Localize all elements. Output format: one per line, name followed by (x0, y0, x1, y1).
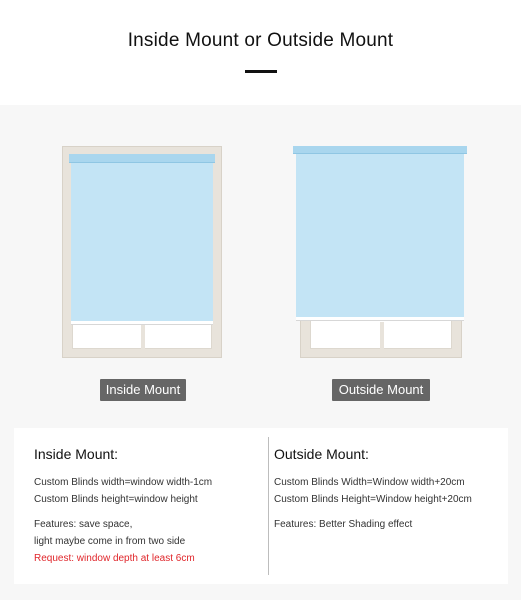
inside-features (34, 516, 264, 533)
features-text: save space, (76, 519, 133, 530)
header (0, 0, 521, 105)
outside-width-rule: Custom Blinds Width=Window width+20cm (274, 477, 465, 488)
features-label: Features: (34, 519, 77, 530)
outside-shade-bottom-rail (296, 317, 464, 321)
page-title: Inside Mount or Outside Mount (127, 30, 394, 51)
outside-roller-shade-fabric (296, 154, 464, 318)
features-label: Features: (274, 519, 317, 530)
features-text: Better Shading effect (316, 519, 413, 530)
inside-request (34, 550, 264, 567)
title-underline (245, 70, 277, 73)
inside-width-rule: Custom Blinds width=window width-1cm (34, 477, 213, 488)
shade-bottom-rail (71, 321, 213, 325)
outside-roller-tube (293, 146, 467, 154)
outside-mount-details (274, 446, 504, 533)
inside-mount-label: Inside Mount (100, 379, 186, 401)
inside-mount-heading: Inside Mount: (34, 446, 119, 462)
roller-tube (69, 154, 215, 163)
outside-mount-label: Outside Mount (332, 379, 430, 401)
column-divider (268, 437, 269, 575)
inside-mount-window-illustration (62, 146, 222, 358)
inside-height-rule: Custom Blinds height=window height (34, 494, 198, 505)
inside-features-line2: light maybe come in from two side (34, 536, 186, 547)
request-text: window depth at least 6cm (74, 553, 195, 564)
outside-height-rule: Custom Blinds Height=Window height+20cm (274, 494, 472, 505)
window-mullion (141, 322, 145, 349)
roller-shade-fabric (71, 163, 213, 322)
outside-features (274, 516, 504, 533)
request-label: Request: (34, 553, 75, 564)
inside-mount-details (34, 446, 264, 567)
window-mullion (380, 322, 384, 349)
outside-mount-heading: Outside Mount: (274, 446, 369, 462)
